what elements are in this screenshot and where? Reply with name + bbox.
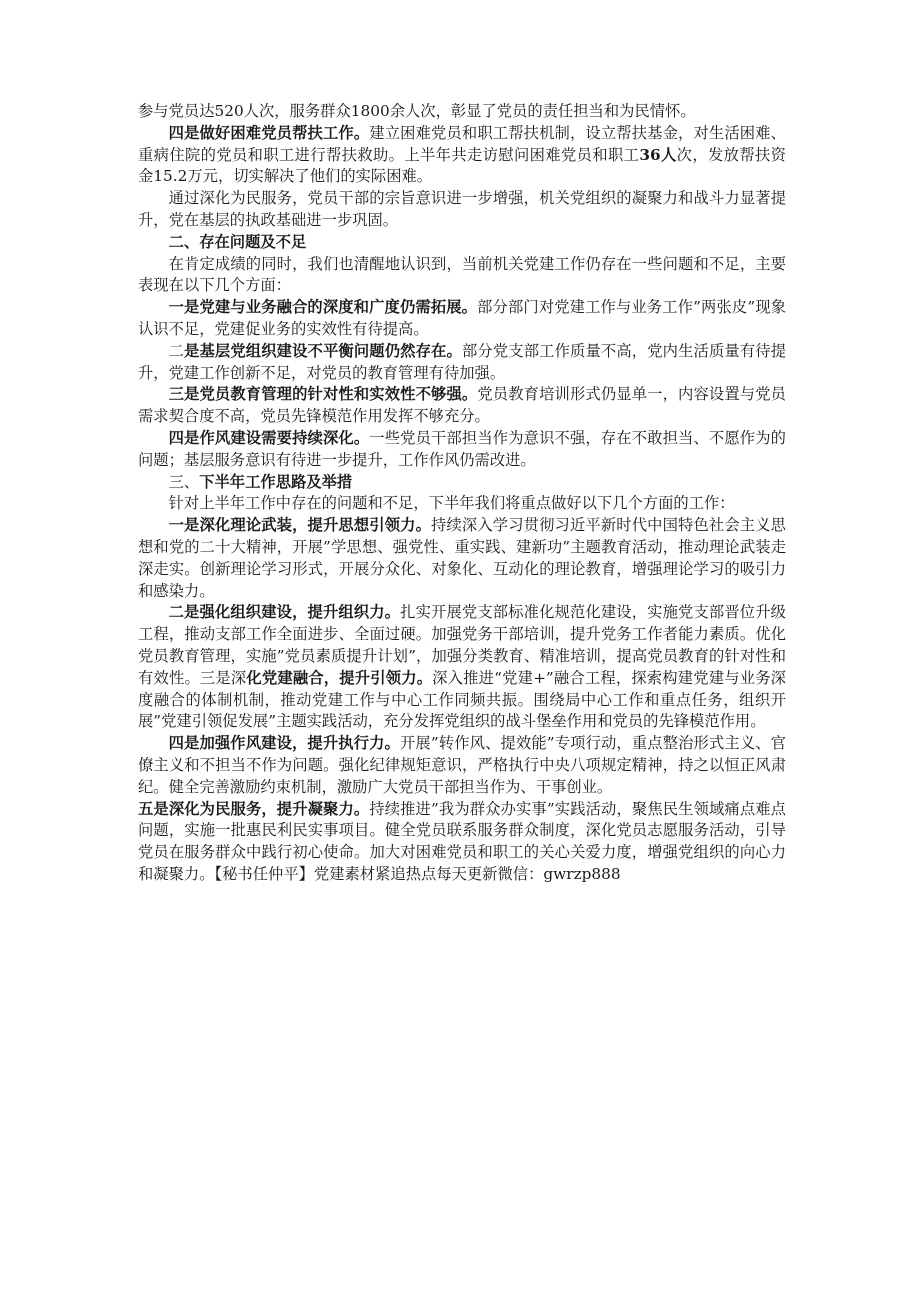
- text-segment: 参与党员达520人次，服务群众1800余人次，彰显了党员的责任担当和为民情怀。: [138, 102, 696, 120]
- bold-text-segment: 化党建融合，提升引领力。: [246, 668, 433, 687]
- bold-text-segment: 一是深化理论武装，提升思想引领力。: [168, 516, 432, 535]
- text-segment: 建立困难党员和职工帮扶机制，设立帮扶基金，对生活困难、重病住院的党员和职工进行帮扶救助。上半年共走访慰问困难党员和职工: [138, 123, 786, 164]
- text-segment: 部分党支部工作质量不高，党内生活质量有待提升，党建工作创新不足，对党员的教育管理有待加强。: [138, 341, 786, 382]
- paragraph: [138, 733, 786, 798]
- paragraph: [138, 232, 786, 254]
- bold-text-segment: 五是深化为民服务，提升凝聚力。: [138, 799, 370, 818]
- document-page: [138, 101, 786, 886]
- text-segment: 部分部门对党建工作与业务工作”两张皮”现象认识不足，党建促业务的实效性有待提高。: [138, 298, 786, 338]
- paragraph: [138, 472, 786, 494]
- text-segment: 持续推进”我为群众办实事”实践活动，聚焦民生领域痛点难点问题，实施一批惠民利民实事项目。健全党员联系服务群众制度，深化党员志愿服务活动，引导党员在服务群众中践行初心使命。加大对困难党员和职工的关心关爱力度，增强党组织的向心力和凝聚力。【秘书任仲平】党建素材紧追热点每天更新微信：gwrzp888: [138, 799, 786, 883]
- paragraph: [138, 297, 786, 341]
- bold-text-segment: 二、存在问题及不足: [168, 232, 307, 251]
- bold-text-segment: 下半年工作思路及举措: [199, 472, 353, 491]
- paragraph: [138, 123, 786, 188]
- text-segment: 持续深入学习贯彻习近平新时代中国特色社会主义思想和党的二十大精神，开展”学思想、强党性、重实践、建新功”主题教育活动，推动理论武装走深走实。创新理论学习形式，开展分众化、对象化、互动化的理论教育，增强理论学习的吸引力和感染力。: [138, 516, 786, 600]
- bold-text-segment: 是基层党组织建设不平衡问题仍然存在。: [184, 341, 462, 360]
- bold-text-segment: 四是加强作风建设，提升执行力。: [168, 734, 400, 753]
- text-segment: 二: [168, 341, 185, 360]
- text-segment: 深入推进“党建+”融合工程，探索构建党建与业务深度融合的体制机制，推动党建工作与中心工作同频共振。围绕局中心工作和重点任务，组织开展”党建引领促发展”主题实践活动，充分发挥党组织的战斗堡垒作用和党员的先锋模范作用。: [138, 668, 786, 731]
- paragraph: [138, 493, 786, 515]
- bold-text-segment: 二是强化组织建设，提升组织力。: [168, 603, 401, 622]
- bold-text-segment: 36人: [639, 145, 677, 164]
- text-segment: 三、: [168, 472, 200, 491]
- paragraph: [138, 384, 786, 428]
- bold-text-segment: 四是作风建设需要持续深化。: [168, 428, 370, 447]
- paragraph: [138, 515, 786, 602]
- paragraph: [138, 428, 786, 472]
- paragraph: [138, 101, 786, 123]
- bold-text-segment: 三是党员教育管理的针对性和实效性不够强。: [168, 385, 478, 404]
- text-segment: 一些党员干部担当作为意识不强，存在不敢担当、不愿作为的问题；基层服务意识有待进一步提升，工作作风仍需改进。: [138, 428, 786, 469]
- paragraph: [138, 602, 786, 733]
- text-segment: 次，发放帮扶资金15.2万元，切实解决了他们的实际困难。: [138, 145, 786, 186]
- paragraph: [138, 341, 786, 385]
- paragraph: [138, 799, 786, 886]
- paragraph: [138, 254, 786, 298]
- text-segment: 通过深化为民服务，党员干部的宗旨意识进一步增强，机关党组织的凝聚力和战斗力显著提升，党在基层的执政基础进一步巩固。: [138, 189, 786, 229]
- text-segment: 扎实开展党支部标准化规范化建设，实施党支部晋位升级工程，推动支部工作全面进步、全面过硬。加强党务干部培训，提升党务工作者能力素质。优化党员教育管理，实施”党员素质提升计划”，加强分类教育、精准培训，提高党员教育的针对性和有效性。三是深: [138, 603, 786, 687]
- text-segment: 在肯定成绩的同时，我们也清醒地认识到，当前机关党建工作仍存在一些问题和不足，主要表现在以下几个方面：: [138, 254, 786, 295]
- text-segment: 开展”转作风、提效能”专项行动，重点整治形式主义、官僚主义和不担当不作为问题。强化纪律规矩意识，严格执行中央八项规定精神，持之以恒正风肃纪。健全完善激励约束机制，激励广大党员干部担当作为、干事创业。: [138, 734, 786, 796]
- text-segment: 针对上半年工作中存在的问题和不足，下半年我们将重点做好以下几个方面的工作：: [168, 494, 735, 513]
- paragraph: [138, 188, 786, 232]
- bold-text-segment: 一是党建与业务融合的深度和广度仍需拓展。: [168, 298, 478, 317]
- bold-text-segment: 四是做好困难党员帮扶工作。: [168, 123, 370, 142]
- text-segment: 党员教育培训形式仍显单一，内容设置与党员需求契合度不高，党员先锋模范作用发挥不够充分。: [138, 385, 786, 426]
